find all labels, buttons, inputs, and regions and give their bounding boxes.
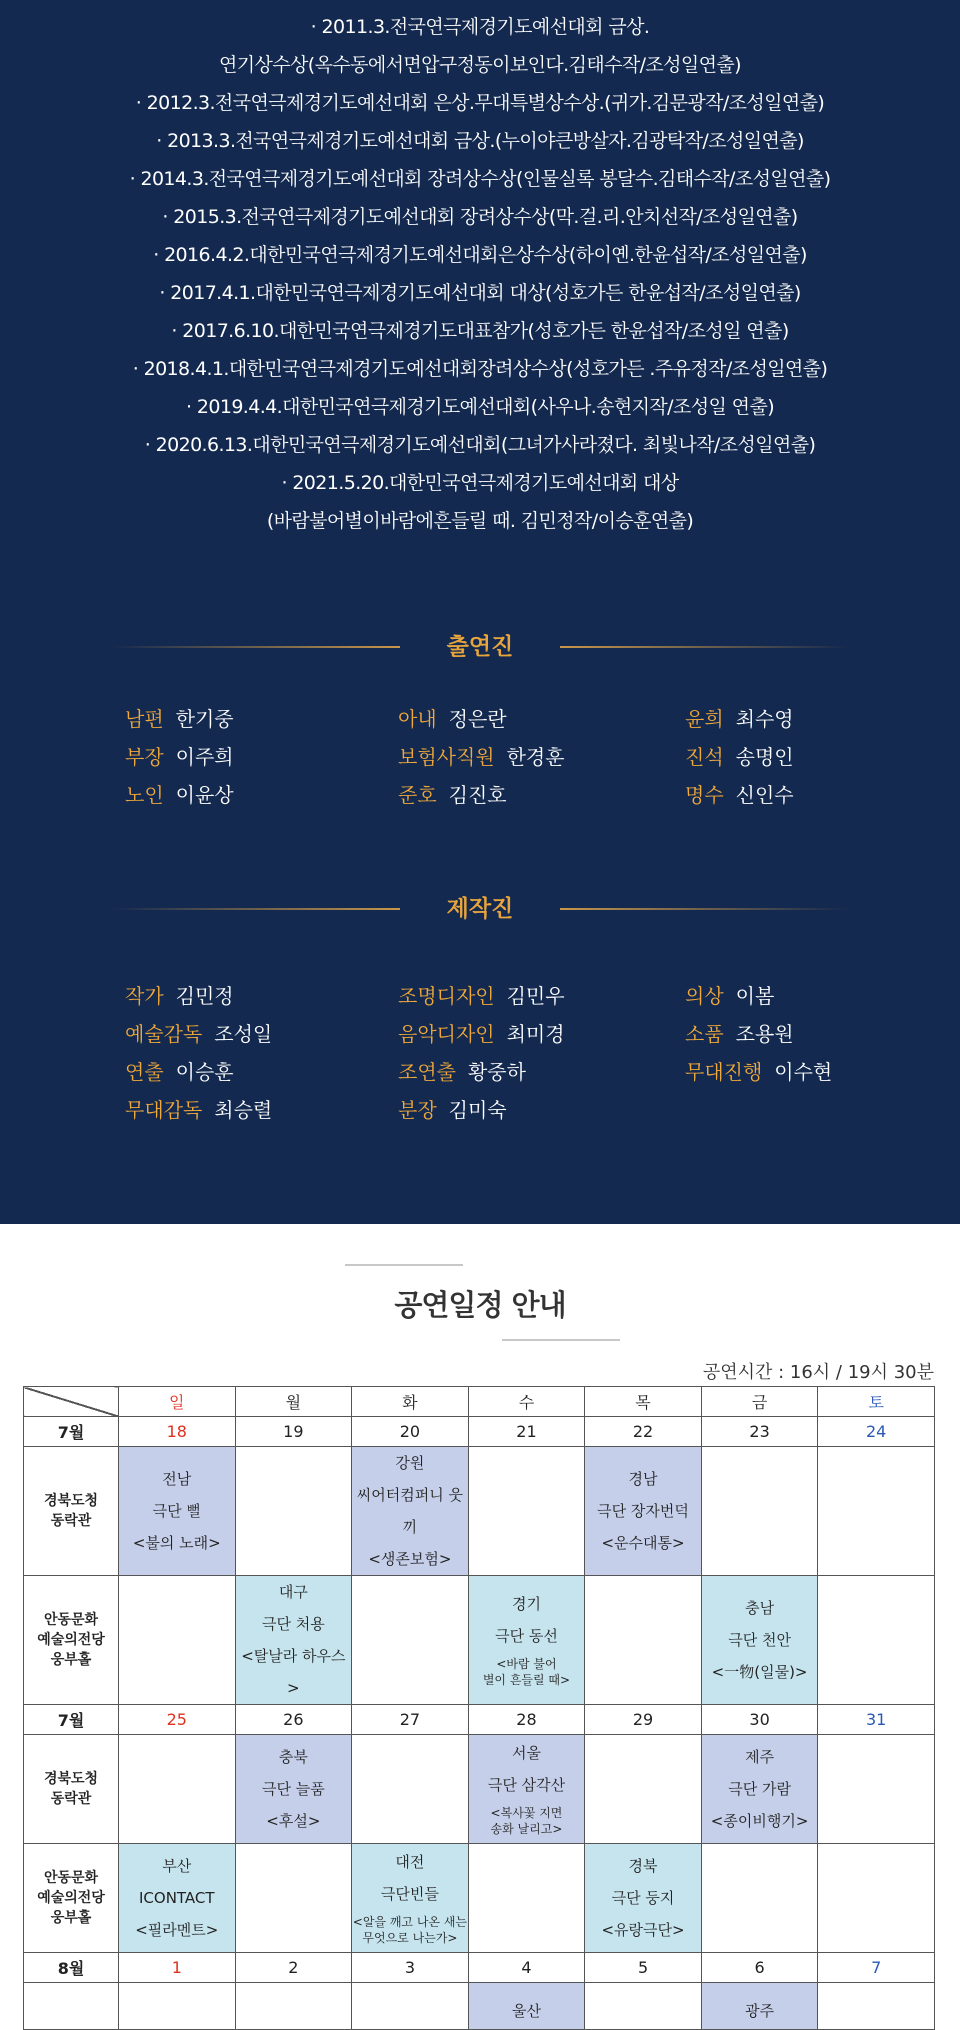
performance-cell — [701, 1735, 818, 1844]
award-line: · 2020.6.13.대한민국연극제경기도예선대회(그녀가사라졌다. 최빛나작/조성일연출) — [144, 434, 816, 456]
empty-cell — [352, 1735, 469, 1844]
credit-name: 황중하 — [467, 1060, 526, 1084]
cast-member — [685, 705, 794, 733]
date-cell: 29 — [585, 1705, 702, 1735]
date-cell: 24 — [818, 1417, 935, 1447]
award-line: · 2014.3.전국연극제경기도예선대회 장려상수상(인물실록 봉달수.김태수작/조성일연출) — [129, 168, 831, 190]
cast-title: 출연진 — [446, 634, 514, 660]
date-row — [24, 1417, 935, 1447]
credit-name: 이승훈 — [175, 1060, 234, 1084]
performance-cell — [119, 1844, 236, 1953]
credit-role: 남편 — [125, 707, 164, 731]
date-cell: 28 — [468, 1705, 585, 1735]
performance-title: <운수대통> — [601, 1534, 685, 1552]
credit-name: 김민정 — [175, 984, 234, 1008]
credit-role: 준호 — [398, 783, 437, 807]
credit-role: 의상 — [685, 984, 724, 1008]
date-cell: 3 — [352, 1953, 469, 1983]
crew-member — [125, 1020, 272, 1048]
cast-heading — [110, 627, 850, 667]
empty-cell — [818, 1447, 935, 1576]
empty-cell — [352, 1983, 469, 2030]
corner-cell — [24, 1387, 119, 1417]
venue-row — [24, 1735, 935, 1844]
date-cell: 22 — [585, 1417, 702, 1447]
empty-cell — [818, 1735, 935, 1844]
award-line: 연기상수상(옥수동에서면압구정동이보인다.김태수작/조성일연출) — [219, 54, 741, 76]
empty-cell — [235, 1447, 352, 1576]
schedule-table — [23, 1386, 935, 2030]
credit-name: 이수현 — [774, 1060, 833, 1084]
empty-cell — [468, 1844, 585, 1953]
performance-cell — [468, 1735, 585, 1844]
venue-name: 경북도청 동락관 — [24, 1447, 119, 1576]
title-bar-bottom — [502, 1339, 620, 1341]
empty-cell — [352, 1576, 469, 1705]
credit-name: 조용원 — [735, 1022, 794, 1046]
performance-region: 울산 — [511, 2002, 541, 2020]
crew-member — [685, 1020, 794, 1048]
performance-title: <알을 깨고 나온 새는 무엇으로 나는가> — [352, 1915, 468, 1945]
performance-troupe: 씨어터컴퍼니 웃끼 — [356, 1486, 463, 1536]
performance-region: 충북 — [278, 1748, 308, 1766]
crew-member — [398, 982, 565, 1010]
date-cell: 25 — [119, 1705, 236, 1735]
venue-row — [24, 1844, 935, 1953]
cast-member — [398, 705, 507, 733]
award-line: · 2019.4.4.대한민국연극제경기도예선대회(사우나.송현지작/조성일 연출) — [185, 396, 775, 418]
award-line: · 2013.3.전국연극제경기도예선대회 금상.(누이야큰방살자.김광탁작/조성일연출) — [156, 130, 804, 152]
performance-troupe: 극단 늘품 — [261, 1780, 325, 1798]
credit-name: 조성일 — [214, 1022, 273, 1046]
credit-role: 작가 — [125, 984, 164, 1008]
performance-region: 광주 — [745, 2002, 775, 2020]
performance-troupe: 극단 처용 — [261, 1615, 325, 1633]
performance-cell — [468, 1983, 585, 2030]
date-cell: 23 — [701, 1417, 818, 1447]
credit-name: 김진호 — [448, 783, 507, 807]
credit-name: 최승렬 — [214, 1098, 273, 1122]
credit-name: 이주희 — [175, 745, 234, 769]
performance-title: <후설> — [266, 1812, 321, 1830]
crew-member — [398, 1020, 565, 1048]
award-line: · 2012.3.전국연극제경기도예선대회 은상.무대특별상수상.(귀가.김문광작/조성일연출) — [135, 92, 825, 114]
performance-title: <불의 노래> — [132, 1534, 221, 1552]
divider-right — [560, 908, 850, 910]
empty-cell — [119, 1983, 236, 2030]
performance-cell — [119, 1447, 236, 1576]
awards-list — [0, 8, 960, 540]
venue-name: 안동문화 예술의전당 웅부홀 — [24, 1844, 119, 1953]
credit-role: 조명디자인 — [398, 984, 495, 1008]
empty-cell — [585, 1576, 702, 1705]
performance-region: 경북 — [628, 1857, 658, 1875]
weekday-header: 금 — [701, 1387, 818, 1417]
crew-heading — [110, 889, 850, 929]
empty-cell — [585, 1983, 702, 2030]
cast-member — [125, 743, 234, 771]
crew-title: 제작진 — [446, 896, 514, 922]
date-cell: 5 — [585, 1953, 702, 1983]
credit-name: 김민우 — [506, 984, 565, 1008]
date-cell: 7 — [818, 1953, 935, 1983]
empty-cell — [585, 1735, 702, 1844]
performance-title: <필라멘트> — [135, 1921, 219, 1939]
empty-cell — [235, 1844, 352, 1953]
empty-cell — [235, 1983, 352, 2030]
divider-right — [560, 646, 850, 648]
credit-name: 한기중 — [175, 707, 234, 731]
performance-region: 경기 — [511, 1595, 541, 1613]
month-label: 8월 — [24, 1953, 119, 1983]
date-cell: 20 — [352, 1417, 469, 1447]
date-cell: 6 — [701, 1953, 818, 1983]
date-cell: 31 — [818, 1705, 935, 1735]
performance-troupe: 극단 장자번덕 — [597, 1502, 689, 1520]
performance-cell — [701, 1576, 818, 1705]
award-line: · 2016.4.2.대한민국연극제경기도예선대회은상수상(하이옌.한윤섭작/조성일연출) — [153, 244, 807, 266]
venue-row — [24, 1447, 935, 1576]
award-line: · 2018.4.1.대한민국연극제경기도예선대회장려상수상(성호가든 .주유정작/조성일연출) — [132, 358, 828, 380]
performance-region: 서울 — [511, 1744, 541, 1762]
performance-troupe: ICONTACT — [139, 1889, 215, 1907]
venue-name: 경북도청 동락관 — [24, 1735, 119, 1844]
empty-cell — [701, 1447, 818, 1576]
crew-member — [685, 1058, 832, 1086]
performance-title: <복사꽃 지면 송화 날리고> — [490, 1806, 563, 1836]
crew-member — [398, 1058, 526, 1086]
performance-region: 경남 — [628, 1470, 658, 1488]
month-label: 7월 — [24, 1417, 119, 1447]
empty-cell — [119, 1576, 236, 1705]
credit-name: 최미경 — [506, 1022, 565, 1046]
performance-title: <탈날라 하우스> — [241, 1647, 346, 1697]
date-cell: 26 — [235, 1705, 352, 1735]
performance-troupe: 극단 둥지 — [611, 1889, 675, 1907]
cast-member — [125, 705, 234, 733]
cast-member — [685, 743, 794, 771]
performance-troupe: 극단 삼각산 — [487, 1776, 566, 1794]
performance-region: 강원 — [395, 1454, 425, 1472]
date-cell: 1 — [119, 1953, 236, 1983]
credit-role: 부장 — [125, 745, 164, 769]
date-row — [24, 1705, 935, 1735]
date-cell: 30 — [701, 1705, 818, 1735]
performance-region: 부산 — [162, 1857, 192, 1875]
performance-title: <一物(일물)> — [711, 1663, 808, 1681]
credit-role: 음악디자인 — [398, 1022, 495, 1046]
month-label: 7월 — [24, 1705, 119, 1735]
weekday-header: 화 — [352, 1387, 469, 1417]
performance-troupe: 극단 가람 — [728, 1780, 791, 1798]
award-line: (바람불어별이바람에흔들릴 때. 김민정작/이승훈연출) — [266, 510, 694, 532]
performance-cell — [585, 1447, 702, 1576]
cast-member — [398, 781, 507, 809]
credit-name: 이윤상 — [175, 783, 234, 807]
credit-role: 분장 — [398, 1098, 437, 1122]
award-line: · 2017.6.10.대한민국연극제경기도대표참가(성호가든 한윤섭작/조성일 연출) — [171, 320, 789, 342]
performance-cell — [235, 1576, 352, 1705]
crew-member — [125, 1058, 234, 1086]
date-cell: 2 — [235, 1953, 352, 1983]
title-bar-top — [345, 1264, 463, 1266]
performance-region: 충남 — [745, 1599, 775, 1617]
venue-row — [24, 1983, 935, 2030]
date-cell: 18 — [119, 1417, 236, 1447]
venue-row — [24, 1576, 935, 1705]
performance-time: 공연시간 : 16시 / 19시 30분 — [702, 1362, 934, 1383]
cast-member — [398, 743, 565, 771]
credit-name: 이봄 — [735, 984, 775, 1008]
venue-name: 안동문화 예술의전당 웅부홀 — [24, 1576, 119, 1705]
credit-role: 노인 — [125, 783, 164, 807]
credit-role: 윤희 — [685, 707, 724, 731]
weekday-header: 목 — [585, 1387, 702, 1417]
performance-cell — [468, 1576, 585, 1705]
performance-title: <생존보험> — [368, 1550, 452, 1568]
performance-cell — [352, 1844, 469, 1953]
credit-role: 명수 — [685, 783, 724, 807]
award-line: · 2011.3.전국연극제경기도예선대회 금상. — [310, 16, 650, 38]
performance-troupe: 극단 뻘 — [152, 1502, 201, 1520]
credit-role: 소품 — [685, 1022, 724, 1046]
crew-member — [125, 1096, 272, 1124]
cast-member — [125, 781, 234, 809]
cast-member — [685, 781, 794, 809]
weekday-header: 토 — [818, 1387, 935, 1417]
award-line: · 2021.5.20.대한민국연극제경기도예선대회 대상 — [281, 472, 679, 494]
credit-name: 정은란 — [448, 707, 507, 731]
performance-troupe: 극단 천안 — [728, 1631, 791, 1649]
performance-cell — [235, 1735, 352, 1844]
performance-title: <유랑극단> — [601, 1921, 685, 1939]
empty-cell — [818, 1844, 935, 1953]
award-line: · 2015.3.전국연극제경기도예선대회 장려상수상(막.걸.리.안치선작/조성일연출) — [162, 206, 798, 228]
performance-region: 제주 — [745, 1748, 775, 1766]
credit-role: 연출 — [125, 1060, 164, 1084]
credit-name: 김미숙 — [448, 1098, 507, 1122]
crew-member — [398, 1096, 507, 1124]
performance-title: <바람 불어 별이 흔들릴 때> — [482, 1657, 571, 1687]
date-row — [24, 1953, 935, 1983]
credit-role: 무대진행 — [685, 1060, 763, 1084]
credit-role: 예술감독 — [125, 1022, 203, 1046]
crew-member — [125, 982, 234, 1010]
credit-role: 보험사직원 — [398, 745, 495, 769]
award-line: · 2017.4.1.대한민국연극제경기도예선대회 대상(성호가든 한윤섭작/조성일연출) — [159, 282, 801, 304]
empty-cell — [818, 1576, 935, 1705]
empty-cell — [818, 1983, 935, 2030]
date-cell: 21 — [468, 1417, 585, 1447]
credit-role: 무대감독 — [125, 1098, 203, 1122]
weekday-header-row — [24, 1387, 935, 1417]
credit-role: 진석 — [685, 745, 724, 769]
empty-cell — [701, 1844, 818, 1953]
performance-troupe: 극단 동선 — [495, 1627, 558, 1645]
performance-cell — [585, 1844, 702, 1953]
credit-name: 한경훈 — [506, 745, 565, 769]
weekday-header: 일 — [119, 1387, 236, 1417]
empty-cell — [24, 1983, 119, 2030]
credit-role: 아내 — [398, 707, 437, 731]
empty-cell — [119, 1735, 236, 1844]
performance-region: 전남 — [162, 1470, 192, 1488]
performance-title: <종이비행기> — [710, 1812, 809, 1830]
date-cell: 19 — [235, 1417, 352, 1447]
performance-troupe: 극단빈들 — [380, 1885, 439, 1903]
empty-cell — [468, 1447, 585, 1576]
crew-member — [685, 982, 774, 1010]
credit-name: 송명인 — [735, 745, 794, 769]
date-cell: 27 — [352, 1705, 469, 1735]
weekday-header: 수 — [468, 1387, 585, 1417]
performance-cell — [352, 1447, 469, 1576]
weekday-header: 월 — [235, 1387, 352, 1417]
date-cell: 4 — [468, 1953, 585, 1983]
schedule-title: 공연일정 안내 — [394, 1288, 566, 1322]
credit-role: 조연출 — [398, 1060, 456, 1084]
performance-region: 대전 — [395, 1853, 425, 1871]
credit-name: 최수영 — [735, 707, 794, 731]
performance-cell — [701, 1983, 818, 2030]
credit-name: 신인수 — [735, 783, 794, 807]
performance-region: 대구 — [278, 1583, 308, 1601]
